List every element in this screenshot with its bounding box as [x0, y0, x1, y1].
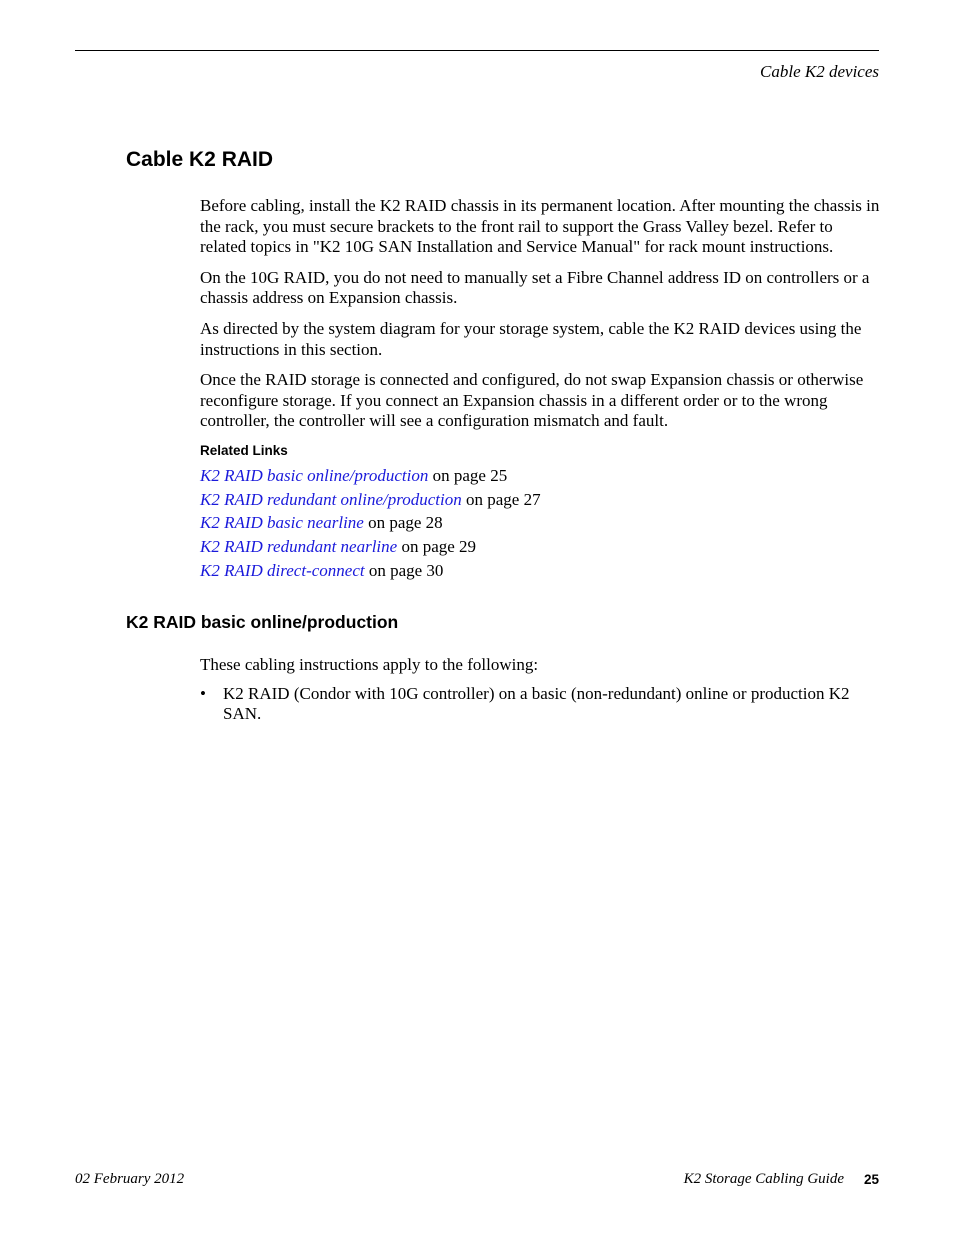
- page-ref: on page 30: [364, 560, 444, 580]
- section-title: Cable K2 RAID: [126, 148, 274, 171]
- page-ref: on page 25: [428, 465, 508, 485]
- paragraph: As directed by the system diagram for your storage system, cable the K2 RAID devices using the instructions in this section.: [200, 318, 862, 359]
- subsection-body: [200, 655, 880, 724]
- bullet-list: [200, 684, 880, 724]
- related-links-heading: Related Links: [200, 442, 288, 458]
- bullet-item: [200, 684, 863, 724]
- paragraph: Once the RAID storage is connected and configured, do not swap Expansion chassis or otherwise reconfigure storage. If you connect an Expansion chassis in a different order or to the wrong controller, the controller will see a configuration mismatch and fault.: [200, 370, 864, 431]
- bullet-text: K2 RAID (Condor with 10G controller) on a basic (non-redundant) online or production K2 SAN.: [223, 684, 850, 723]
- footer-date: 02 February 2012: [75, 1171, 185, 1187]
- related-link-item: [200, 535, 880, 559]
- related-links-list: [200, 464, 880, 582]
- running-head: Cable K2 devices: [760, 62, 879, 81]
- related-link-item: [200, 464, 880, 488]
- link-redundant-nearline[interactable]: K2 RAID redundant nearline: [200, 537, 398, 556]
- related-link-item: [200, 511, 880, 535]
- section-body: [200, 196, 880, 582]
- bullet-icon: •: [200, 684, 206, 703]
- related-link-item: [200, 559, 880, 583]
- header-rule: [75, 50, 879, 51]
- related-link-item: [200, 488, 880, 512]
- page-ref: on page 28: [363, 513, 443, 533]
- subsection-intro: These cabling instructions apply to the following:: [200, 655, 539, 674]
- subsection-title: K2 RAID basic online/production: [126, 612, 399, 632]
- page-number: 25: [863, 1172, 879, 1187]
- link-basic-nearline[interactable]: K2 RAID basic nearline: [200, 513, 364, 533]
- page-ref: on page 27: [461, 489, 541, 509]
- paragraph: On the 10G RAID, you do not need to manually set a Fibre Channel address ID on controllers or a chassis address on Expansion chassis.: [200, 267, 870, 308]
- link-redundant-online-production[interactable]: K2 RAID redundant online/production: [200, 489, 462, 509]
- link-basic-online-production[interactable]: K2 RAID basic online/production: [200, 465, 429, 485]
- link-direct-connect[interactable]: K2 RAID direct-connect: [200, 560, 365, 580]
- paragraph: Before cabling, install the K2 RAID chassis in its permanent location. After mounting the chassis in the rack, you must secure brackets to the front rail to support the Grass Valley bezel. Refer to related topics in "K2 10G SAN Installation and Service Manual" for rack mount instructions.: [200, 196, 880, 257]
- page-ref: on page 29: [397, 537, 477, 556]
- footer-guide-title: K2 Storage Cabling Guide: [683, 1171, 844, 1187]
